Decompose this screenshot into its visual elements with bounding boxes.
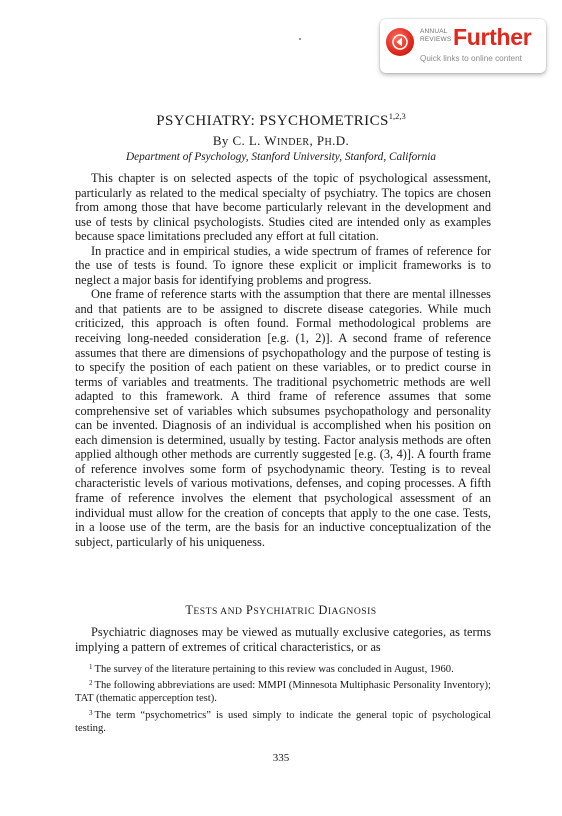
footnote: $^3$ The term “psychometrics” is used simply to indicate the general topic of psychological testing. (75, 708, 491, 734)
annual-reviews-wordmark: ANNUAL REVIEWS (420, 28, 452, 43)
article-title: PSYCHIATRY: PSYCHOMETRICS$^{1,2,3}$ (156, 111, 406, 129)
author-line: By C. L. WINDER, PH.D. (212, 133, 350, 148)
further-arrow-icon (386, 28, 414, 56)
section-body (75, 625, 491, 654)
speck (299, 38, 301, 40)
footnote: $^2$ The following abbreviations are used: MMPI (Minnesota Multiphasic Personality Inventory); TAT (thematic apperception test). (75, 679, 491, 705)
paragraph: Psychiatric diagnoses may be viewed as mutually exclusive categories, as terms implying a pattern of extremes of critical characteristics, or as (75, 625, 491, 654)
paragraph: In practice and in empirical studies, a wide spectrum of frames of reference for the use of tests is found. To ignore these explicit or implicit frameworks is to neglect a major basis for identifying problems and progress. (75, 243, 491, 287)
section-heading: TESTS AND PSYCHIATRIC DIAGNOSIS (185, 603, 377, 617)
article-body (75, 171, 491, 549)
author-affiliation: Department of Psychology, Stanford University, Stanford, California (125, 151, 437, 163)
footnote: $^1$ The survey of the literature pertaining to this review was concluded in August, 1960. (89, 663, 454, 675)
paragraph: One frame of reference starts with the assumption that there are mental illnesses and that patients are to be assigned to discrete disease categories. While much criticized, this approach is often found. Formal methodological problems are receiving long-needed consideration [e.g. (1, 2)]. A second frame of reference assumes that there are dimensions of psychopathology and the purpose of testing is to specify the position of each patient on these variables, or to predict course in terms of variables and treatments. The traditional psychometric methods are well adapted to this framework. A third frame of reference assumes that some comprehensive set of variables which subsumes psychopathology and personality can be invented. Diagnosis of an individual is accomplished when his position on each dimension is determined, usually by testing. Factor analysis methods are often applied although other methods are currently suggested [e.g. (3, 4)]. A fourth frame of reference involves some form of psychodynamic theory. Testing is to reveal characteristic levels of various motivations, defenses, and coping processes. A fifth frame of reference involves the element that psychological assessment of an individual must allow for the creation of concepts that apply to the one case. Tests, in a loose use of the term, are the basis for an inductive conceptualization of the subject, particularly of his uniqueness. (75, 287, 491, 549)
further-link-badge[interactable] (380, 19, 546, 73)
title-footnote-marks: 1,2,3 (388, 111, 406, 121)
footnotes (75, 661, 491, 736)
paragraph: This chapter is on selected aspects of the topic of psychological assessment, particularly as related to the medical specialty of psychiatry. The topics are chosen from among those that have become particularly relevant in the development and use of tests by clinical psychologists. Studies cited are intended only as examples because space limitations precluded any effort at full citation. (75, 171, 491, 244)
quick-links-caption: Quick links to online content (420, 54, 522, 63)
further-wordmark: Further (453, 24, 532, 50)
page-number: 335 (272, 752, 290, 764)
